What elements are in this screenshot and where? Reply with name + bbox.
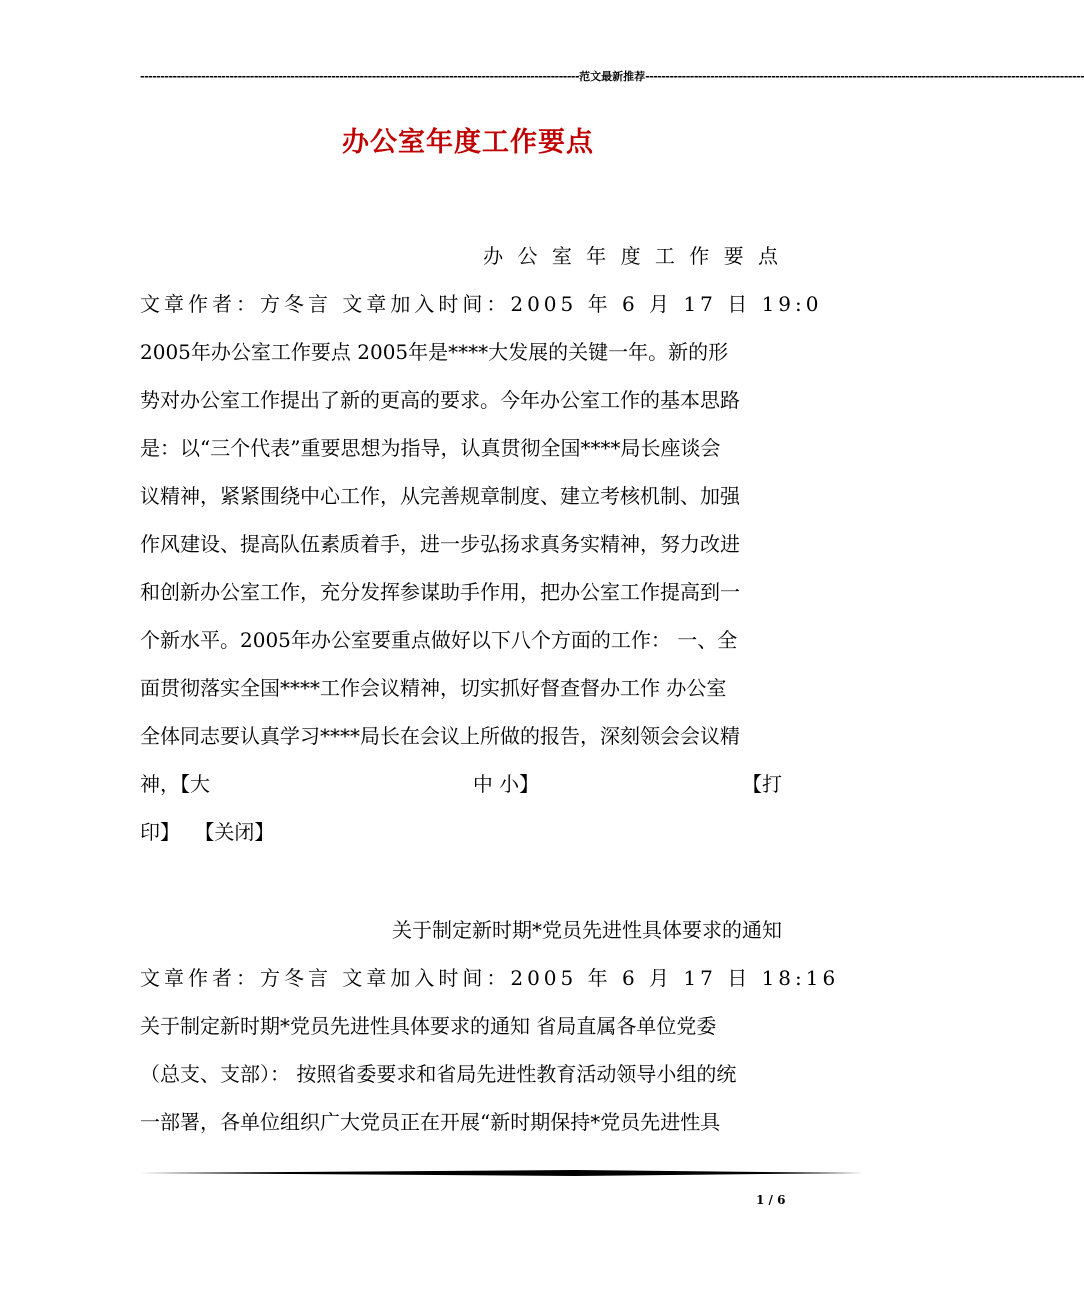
document-title: 办公室年度工作要点 [342,127,594,158]
article-1-line: 议精神，紧紧围绕中心工作，从完善规章制度、建立考核机制、加强 [140,484,740,508]
article-1-heading: 办 公 室 年 度 工 作 要 点 [483,244,782,268]
banner-label: 范文最新推荐 [579,70,646,83]
article-1-line: 是：以“三个代表”重要思想为指导，认真贯彻全国****局长座谈会 [140,436,721,460]
controls-prefix: 神， [140,772,180,796]
article-2 [140,906,840,1146]
font-large-link[interactable]: 【大 [180,772,210,796]
article-2-line: 一部署，各单位组织广大党员正在开展“新时期保持*党员先进性具 [140,1110,721,1134]
article-1-line: 和创新办公室工作，充分发挥参谋助手作用，把办公室工作提高到一 [140,580,740,604]
article-1-line: 全体同志要认真学习****局长在会议上所做的报告，深刻领会会议精 [140,724,740,748]
article-1-meta: 文章作者：方冬言 文章加入时间：2005 年 6 月 17 日 19:0 [140,292,823,316]
page-indicator: 1 / 6 [756,1193,786,1207]
article-1-line: 面贯彻落实全国****工作会议精神，切实抓好督查督办工作 办公室 [140,676,727,700]
article-1-line: 2005年办公室工作要点 2005年是****大发展的关键一年。新的形 [140,340,729,364]
font-size-controls-row [140,760,782,808]
print-close-row [140,808,782,856]
article-2-line: 关于制定新时期*党员先进性具体要求的通知 省局直属各单位党委 [140,1014,717,1038]
close-link[interactable]: 【关闭】 [194,820,275,844]
print-link-cont[interactable]: 印】 [140,820,180,844]
article-1-line: 作风建设、提高队伍素质着手，进一步弘扬求真务实精神，努力改进 [140,532,740,556]
banner-dash-right: ------------------------------------------------------------------------------------------------------------ [645,69,1084,83]
print-link[interactable]: 【打 [741,772,782,796]
footer-divider [140,1170,864,1176]
article-2-heading: 关于制定新时期*党员先进性具体要求的通知 [392,918,782,942]
article-1-line: 势对办公室工作提出了新的更高的要求。今年办公室工作的基本思路 [140,388,740,412]
font-medium-small-link[interactable]: 中 小】 [472,772,540,796]
article-1-line: 个新水平。2005年办公室要重点做好以下八个方面的工作： 一、全 [140,628,738,652]
header-banner [140,68,1084,84]
article-1 [140,232,823,856]
banner-dash-left: ------------------------------------------------------------------------------------------------------------ [140,69,580,83]
article-2-meta: 文章作者：方冬言 文章加入时间：2005 年 6 月 17 日 18:16 [140,966,840,990]
article-2-line: （总支、支部）： 按照省委要求和省局先进性教育活动领导小组的统 [140,1062,737,1086]
